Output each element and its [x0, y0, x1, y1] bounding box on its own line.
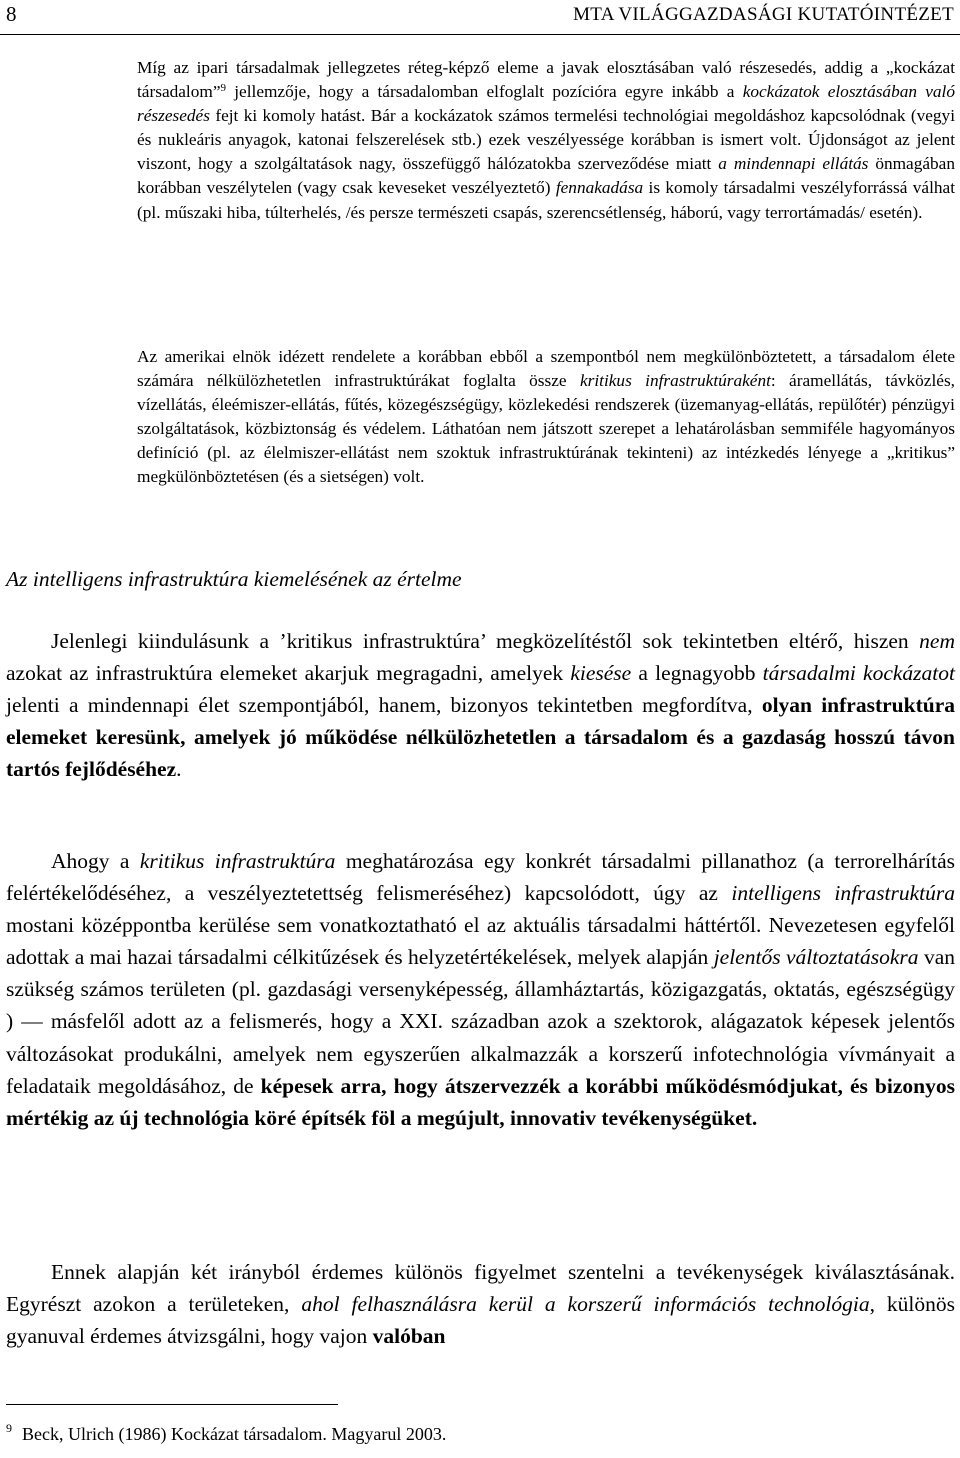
body-paragraph-1: Jelenlegi kiindulásunk a ’kritikus infrastruktúra’ megközelítéstől sok tekintetben eltérő, hiszen nem azokat az infrastruktúra elemeket akarjuk megragadni, amelyek kiesése a legnagyobb társadalmi kockázatot jelenti a mindennapi élet szempontjából, hanem, bizonyos tekintetben megfordítva, olyan infrastruktúra elemeket keresünk, amelyek jó működése nélkülözhetetlen a társadalom és a gazdaság hosszú távon tartós fejlődéséhez. — [6, 629, 955, 782]
quote-block-critical-infrastructure — [137, 345, 955, 490]
running-header: MTA VILÁGGAZDASÁGI KUTATÓINTÉZET — [573, 4, 954, 25]
footnote-rule — [6, 1404, 338, 1405]
quote-paragraph-2: Az amerikai elnök idézett rendelete a korábban ebből a szempontból nem megkülönböztetett, a társadalom élete számára nélkülözhetetlen infrastruktúrákat foglalta össze kritikus infrastruktúraként: áramellátás, távközlés, vízellátás, éleémiszer-ellátás, fűtés, közegészségügy, közlekedési rendszerek (üzemanyag-ellátás, repülőtér) pénzügyi szolgáltatások, közbiztonság és védelem. Láthatóan nem játszott szerepet a lehatárolásban semmiféle hagyományos definíció (pl. az élelmiszer-ellátást nem szoktuk infrastruktúrának tekinteni) az intézkedés lényege a „kritikus” megkülönböztetésen (és a sietségen) volt. — [137, 347, 955, 487]
body-paragraph-2: Ahogy a kritikus infrastruktúra meghatározása egy konkrét társadalmi pillanathoz (a terrorelhárítás felértékelődéséhez, a veszélyeztetettség felismeréséhez) kapcsolódott, úgy az intelligens infrastruktúra mostani középpontba kerülése sem vonatkoztatható el az aktuális társadalmi háttértől. Nevezetesen egyfelől adottak a mai hazai társadalmi célkitűzések és helyzetértékelések, melyek alapján jelentős változtatásokra van szükség számos területen (pl. gazdasági versenyképesség, államháztartás, közigazgatás, oktatás, egészségügy ) — másfelől adott az a felismerés, hogy a XXI. században azok a szektorok, alágazatok képesek jelentős változásokat produkálni, amelyek nem egyszerűen alkalmazzák a korszerű infotechnológia vívmányait a feladataik megoldásához, de képesek arra, hogy átszervezzék a korábbi működésmódjukat, és bizonyos mértékig az új technológia köré építsék föl a megújult, innovativ tevékenységüket. — [6, 849, 956, 1130]
footnote — [6, 1421, 447, 1445]
body-paragraph-3: Ennek alapján két irányból érdemes különös figyelmet szentelni a tevékenységek kiválasztásának. Egyrészt azokon a területeken, ahol felhasználásra kerül a korszerű információs technológia, különös gyanuval érdemes átvizsgálni, hogy vajon valóban — [6, 1260, 955, 1349]
footnote-mark: 9 — [6, 1421, 12, 1435]
header-rule — [0, 34, 960, 35]
quote-paragraph-1: Míg az ipari társadalmak jellegzetes réteg-képző eleme a javak elosztásában való részesedés, addig a „kockázat társadalom”$^9$ jellemzője, hogy a társadalomban elfoglalt pozícióra egyre inkább a kockázatok elosztásában való részesedés fejt ki komoly hatást. Bár a kockázatok számos termelési technológiai megoldáshoz kapcsolódnak (vegyi és nukleáris anyagok, katonai felszerelések stb.) ezek veszélyessége korábban is ismert volt. Újdonságot az jelent viszont, hogy a szolgáltatások nagy, összefüggő hálózatokba szerveződése miatt a mindennapi ellátás önmagában korábban veszélytelen (vagy csak keveseket veszélyeztető) fennakadása is komoly társadalmi veszélyforrássá válhat (pl. műszaki hiba, túlterhelés, /és persze természeti csapás, szerencsétlenség, háború, vagy terrortámadás/ esetén). — [137, 58, 955, 222]
footnote-text: Beck, Ulrich (1986) Kockázat társadalom. Magyarul 2003. — [22, 1424, 447, 1444]
section-heading: Az intelligens infrastruktúra kiemelésének az értelme — [6, 567, 462, 591]
page-number: 8 — [6, 2, 17, 26]
footnote-reference[interactable]: 9 — [220, 82, 226, 95]
quote-block-risk-society — [137, 56, 955, 225]
